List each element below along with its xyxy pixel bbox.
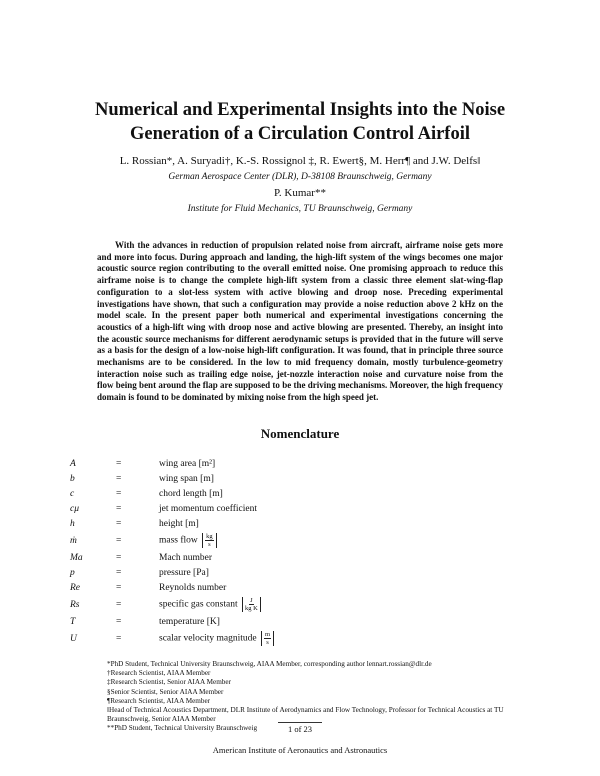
nomenclature-equals: =	[116, 582, 122, 593]
nomenclature-heading: Nomenclature	[260, 426, 340, 441]
nomenclature-description-text: Reynolds number	[159, 582, 227, 593]
unit-denominator: s	[208, 541, 211, 548]
nomenclature-equals: =	[116, 458, 122, 469]
page-number: 1 of 23	[287, 724, 313, 734]
footnote: **PhD Student, Technical University Braunschweig	[107, 724, 258, 733]
footnote: ¶Research Scientist, AIAA Member	[107, 696, 211, 705]
nomenclature-description-text: wing area [m²]	[159, 458, 216, 469]
title-line-2: Generation of a Circulation Control Airfoil	[129, 124, 470, 144]
nomenclature-row	[70, 565, 470, 580]
footnote: †Research Scientist, AIAA Member	[107, 669, 211, 678]
nomenclature-description-text: chord length [m]	[159, 488, 223, 499]
page-number-rule	[278, 722, 322, 723]
author-list-1: L. Rossian*, A. Suryadi†, K.-S. Rossignol ‡, R. Ewert§, M. Herr¶ and J.W. Delfs‖	[119, 155, 481, 167]
nomenclature-description	[159, 474, 470, 484]
affiliation-1: German Aerospace Center (DLR), D-38108 Braunschweig, Germany	[168, 172, 432, 182]
nomenclature-equals: =	[116, 488, 122, 499]
nomenclature-symbol: cμ	[70, 503, 79, 514]
nomenclature-row	[70, 456, 470, 471]
nomenclature-equals: =	[116, 473, 122, 484]
nomenclature-description-text: pressure [Pa]	[159, 567, 209, 578]
nomenclature-description-text: mass flow	[159, 535, 198, 546]
nomenclature-description	[159, 489, 470, 499]
nomenclature-equals: =	[116, 567, 122, 578]
page-footer: American Institute of Aeronautics and Astronautics	[212, 745, 388, 755]
unit-fraction	[261, 631, 274, 646]
nomenclature-row	[70, 516, 470, 531]
unit-numerator: m	[264, 631, 271, 638]
nomenclature-description-text: jet momentum coefficient	[159, 503, 257, 514]
nomenclature-symbol: A	[70, 458, 76, 469]
nomenclature-row	[70, 580, 470, 595]
author-list-2: P. Kumar**	[274, 187, 326, 199]
nomenclature-symbol: Ma	[70, 552, 83, 563]
nomenclature-description	[159, 583, 470, 593]
nomenclature-equals: =	[116, 633, 122, 644]
nomenclature-description-text: specific gas constant	[159, 599, 238, 610]
nomenclature-description	[159, 504, 470, 514]
nomenclature-row	[70, 501, 470, 516]
nomenclature-description	[159, 631, 470, 646]
paper-title	[0, 98, 600, 146]
nomenclature-equals: =	[116, 518, 122, 529]
nomenclature-description	[159, 553, 470, 563]
nomenclature-symbol: ṁ	[70, 535, 77, 546]
footnote: ‡Research Scientist, Senior AIAA Member	[107, 678, 231, 687]
nomenclature-description	[159, 533, 470, 548]
nomenclature-description	[159, 597, 470, 612]
nomenclature-row	[70, 550, 470, 565]
nomenclature-symbol: c	[70, 488, 75, 499]
nomenclature-equals: =	[116, 616, 122, 627]
nomenclature-list	[70, 456, 470, 648]
nomenclature-symbol: b	[70, 473, 75, 484]
nomenclature-row	[70, 614, 470, 629]
nomenclature-row	[70, 471, 470, 486]
unit-denominator: s	[266, 639, 269, 646]
nomenclature-symbol: h	[70, 518, 75, 529]
nomenclature-row	[70, 629, 470, 648]
nomenclature-row	[70, 595, 470, 614]
nomenclature-equals: =	[116, 503, 122, 514]
footnote: *PhD Student, Technical University Braunschweig, AIAA Member, corresponding author lennart.rossian@dlr.de	[107, 660, 432, 668]
nomenclature-description-text: wing span [m]	[159, 473, 214, 484]
unit-fraction	[242, 597, 261, 612]
nomenclature-equals: =	[116, 535, 122, 546]
nomenclature-symbol: p	[70, 567, 75, 578]
nomenclature-symbol: U	[70, 633, 77, 644]
nomenclature-equals: =	[116, 552, 122, 563]
nomenclature-symbol: Re	[70, 582, 81, 593]
nomenclature-row	[70, 486, 470, 501]
nomenclature-description	[159, 459, 470, 469]
nomenclature-equals: =	[116, 599, 122, 610]
nomenclature-symbol: T	[70, 616, 76, 627]
nomenclature-description-text: height [m]	[159, 518, 199, 529]
nomenclature-description-text: scalar velocity magnitude	[159, 633, 257, 644]
nomenclature-description	[159, 519, 470, 529]
footnote: ‖Head of Technical Acoustics Department, DLR Institute of Aerodynamics and Flow Technology, Professor for Technical Acoustics at TU Braunschweig, Senior AIAA Member	[107, 706, 504, 724]
unit-numerator: kg	[206, 533, 213, 540]
title-line-1: Numerical and Experimental Insights into the Noise	[94, 100, 506, 120]
unit-numerator: J	[250, 597, 253, 604]
nomenclature-description-text: Mach number	[159, 552, 213, 563]
unit-fraction	[202, 533, 217, 548]
unit-denominator: kg K	[245, 605, 258, 612]
nomenclature-row	[70, 531, 470, 550]
footnote: §Senior Scientist, Senior AIAA Member	[107, 687, 224, 696]
affiliation-2: Institute for Fluid Mechanics, TU Braunschweig, Germany	[187, 204, 413, 214]
nomenclature-description-text: temperature [K]	[159, 616, 220, 627]
nomenclature-description	[159, 568, 470, 578]
nomenclature-symbol: Rs	[70, 599, 80, 610]
abstract: With the advances in reduction of propulsion related noise from aircraft, airframe noise gets more and more into focus. During approach and landing, the high-lift system of the wings becomes one major acoustic source region contributing to the overall emitted noise. One promising approach to reduce this airframe noise is to change the complete high-lift system from a classic three element slat-wing-flap configuration to a slot-less system with active blowing and droop nose. Preceding experimental investigations have shown, that such a configuration may provide a noise reduction above 2 kHz on the model scale. In the present paper both numerical and experimental investigations concerning the acoustics of a high-lift wing with droop nose and active blowing are presented. Thereby, an insight into the acoustic source mechanisms for different aerodynamic setups is provided that in the future will serve as a basis for the design of a low-noise high-lift configuration. It was found, that in principle three source mechanisms are to be considered. In the low to mid frequency domain, mostly turbulence-geometry interaction noise such as trailing edge noise, jet-nozzle interaction noise and curvature noise from the flow being bent around the flap are supposed to be the driving mechanisms. Moreover, the high frequency domain is found to be dominated by mixing noise from the high speed jet.	[97, 240, 503, 403]
nomenclature-description	[159, 617, 470, 627]
